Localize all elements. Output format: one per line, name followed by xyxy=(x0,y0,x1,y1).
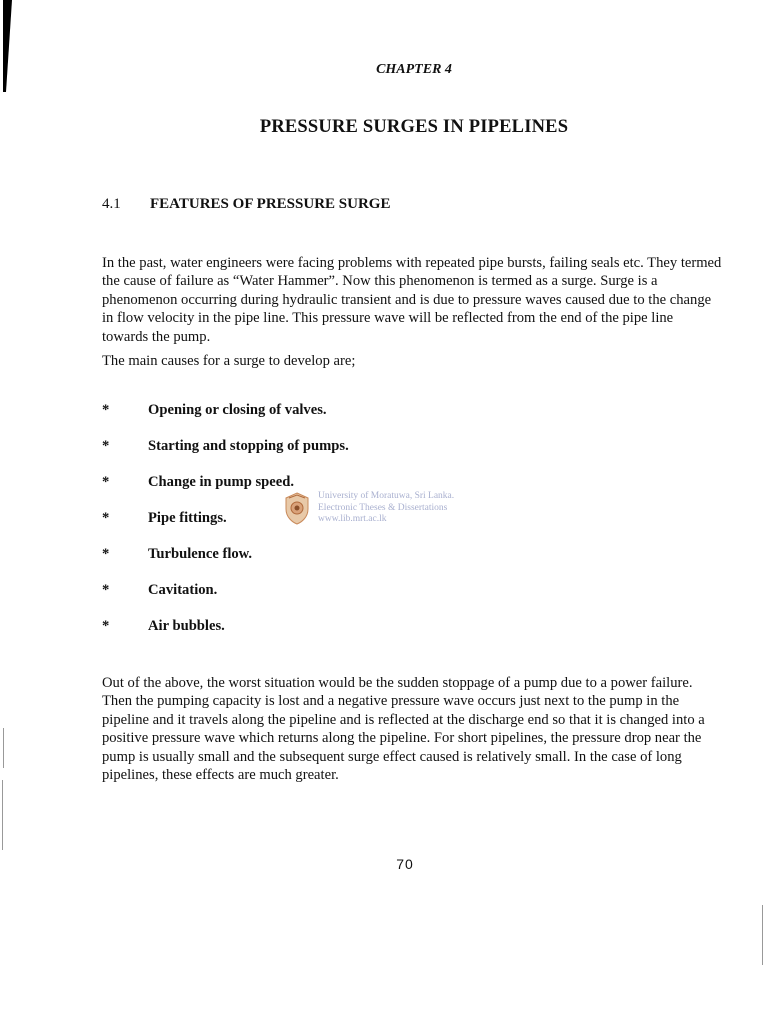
watermark-line: Electronic Theses & Dissertations xyxy=(318,502,448,513)
intro-paragraph: In the past, water engineers were facing problems with repeated pipe bursts, failing seals etc. They termed the cause of failure as “Water Hammer”. Now this phenomenon is termed as a surge. Surge is a phenomenon occurring during hydraulic transient and is due to pressure waves caused due to the change in flow velocity in the pipe line. This pressure wave will be reflected from the end of the pipe line towards the pump. xyxy=(102,255,722,345)
chapter-title: PRESSURE SURGES IN PIPELINES xyxy=(259,117,569,137)
list-item xyxy=(102,618,349,654)
list-item xyxy=(102,438,349,474)
bullet-marker: * xyxy=(102,582,110,598)
chapter-label: CHAPTER 4 xyxy=(376,62,452,77)
section-heading xyxy=(102,196,390,213)
cause-text: Air bubbles. xyxy=(148,618,225,634)
cause-text: Change in pump speed. xyxy=(148,474,294,490)
scan-margin-line xyxy=(3,728,4,768)
university-crest-icon xyxy=(282,491,312,525)
cause-text: Pipe fittings. xyxy=(148,510,227,526)
cause-text: Opening or closing of valves. xyxy=(148,402,327,418)
conclusion-paragraph: Out of the above, the worst situation would be the sudden stoppage of a pump due to a power failure. Then the pumping capacity is lost and a negative pressure wave occurs just next to the pump in the pipeline and it travels along the pipeline and is reflected at the discharge end so that it is changed into a positive pressure wave which returns along the pipeline. For short pipelines, the pressure drop near the pump is usually small and the subsequent surge effect caused is relatively small. In the case of long pipelines, these effects are much greater. xyxy=(102,675,705,784)
bullet-marker: * xyxy=(102,618,110,634)
cause-text: Turbulence flow. xyxy=(148,546,253,562)
watermark-line: University of Moratuwa, Sri Lanka. xyxy=(318,491,455,501)
page-number: 70 xyxy=(396,856,414,872)
cause-text: Cavitation. xyxy=(148,582,218,598)
list-item xyxy=(102,402,349,438)
section-title: FEATURES OF PRESSURE SURGE xyxy=(150,196,391,212)
bullet-marker: * xyxy=(102,438,110,454)
scan-margin-line xyxy=(2,780,3,850)
watermark-line: www.lib.mrt.ac.lk xyxy=(318,514,387,524)
cause-text: Starting and stopping of pumps. xyxy=(148,438,349,454)
list-item xyxy=(102,582,349,618)
bullet-marker: * xyxy=(102,546,110,562)
causes-list xyxy=(102,402,349,654)
watermark-text xyxy=(318,491,454,526)
scan-corner-mark xyxy=(0,0,14,94)
section-number: 4.1 xyxy=(102,196,121,212)
causes-lead-paragraph: The main causes for a surge to develop are; xyxy=(102,353,356,369)
bullet-marker: * xyxy=(102,510,110,526)
bullet-marker: * xyxy=(102,402,110,418)
list-item xyxy=(102,546,349,582)
scan-margin-line xyxy=(762,905,763,965)
library-watermark xyxy=(282,491,454,526)
bullet-marker: * xyxy=(102,474,110,490)
